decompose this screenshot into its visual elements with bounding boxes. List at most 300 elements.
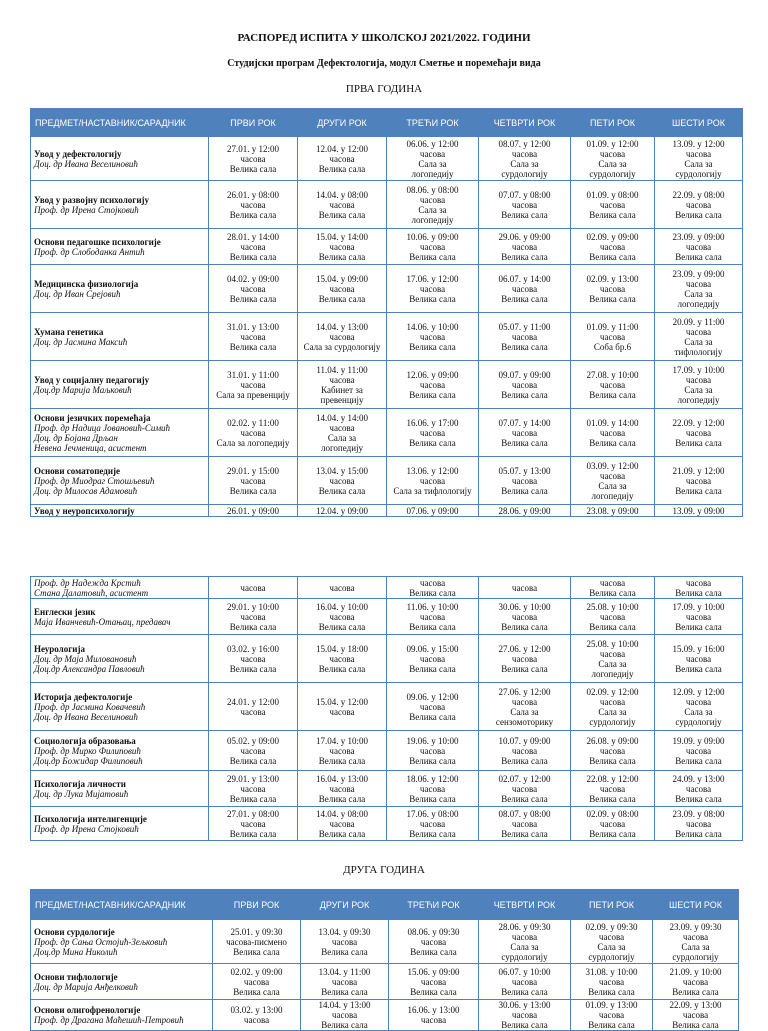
subject-name: Увод у развојну психологију xyxy=(34,194,150,205)
exam-detail: 13.04. у 11:00 xyxy=(318,966,371,977)
exam-term-cell xyxy=(209,229,298,265)
subject-name: Хумана генетика xyxy=(34,326,104,337)
exam-detail: Сала за xyxy=(327,432,357,443)
exam-term-cell xyxy=(655,599,743,635)
exam-detail: 01.09. у 11:00 xyxy=(586,321,639,332)
exam-detail: часова xyxy=(419,783,446,794)
exam-detail: Велика сала xyxy=(409,251,456,262)
exam-detail: 17.06. у 12:00 xyxy=(406,273,459,284)
exam-detail: 25.08. у 10:00 xyxy=(586,601,639,612)
exam-detail: 02.02. у 09:00 xyxy=(230,966,283,977)
exam-detail: часова xyxy=(240,331,266,342)
column-header-term: ТРЕЋИ РОК xyxy=(387,109,479,137)
exam-term-cell xyxy=(479,457,571,505)
exam-detail: 25.01. у 09:30 xyxy=(230,926,283,937)
exam-term-cell xyxy=(209,313,298,361)
exam-detail: часова xyxy=(329,582,355,593)
exam-detail: Велика сала xyxy=(589,828,636,839)
exam-detail: 06.07. у 14:00 xyxy=(498,273,551,284)
exam-detail: 08.07. у 08:00 xyxy=(498,808,551,819)
instructor-name: Доц.др Мина Николић xyxy=(34,946,118,957)
exam-detail: часова xyxy=(419,611,446,622)
instructor-name: Проф. др Надежда Крстић xyxy=(34,577,141,588)
exam-term-cell xyxy=(387,731,479,771)
instructor-name: Проф. др Мирко Филиповић xyxy=(34,745,141,756)
exam-detail: часова xyxy=(511,148,538,159)
exam-detail: 24.09. у 13:00 xyxy=(672,773,725,784)
exam-detail: 24.01. у 12:00 xyxy=(226,696,279,707)
exam-detail: часова xyxy=(240,199,266,210)
exam-detail: Велика сала xyxy=(589,251,636,262)
exam-term-cell xyxy=(571,409,655,457)
year2-heading: ДРУГА ГОДИНА xyxy=(343,864,425,876)
exam-detail: 29.01. у 15:00 xyxy=(226,465,279,476)
exam-detail: логопедију xyxy=(591,490,634,501)
exam-detail: 22.09. у 12:00 xyxy=(672,417,725,428)
exam-detail: 14.04. у 14:00 xyxy=(315,412,368,423)
exam-detail: часова xyxy=(598,931,625,942)
exam-detail: Велика сала xyxy=(409,711,456,722)
exam-detail: Велика сала xyxy=(229,793,277,804)
exam-detail: часова xyxy=(329,706,355,717)
exam-detail: Велика сала xyxy=(675,437,722,448)
column-header-term: ДРУГИ РОК xyxy=(301,890,389,920)
table-row xyxy=(31,807,743,841)
subject-name: Основи соматопедије xyxy=(34,465,121,476)
exam-detail: 28.06. у 09:30 xyxy=(498,921,551,932)
instructor-name: Доц. др Иван Срејовић xyxy=(34,288,121,299)
table-row xyxy=(31,599,743,635)
table-row xyxy=(31,577,743,599)
exam-term-cell xyxy=(479,731,571,771)
table-row xyxy=(31,409,743,457)
exam-term-cell xyxy=(653,964,739,1000)
exam-detail: 16.04. у 10:00 xyxy=(315,601,368,612)
exam-detail: Велика сала xyxy=(675,828,722,839)
exam-detail: 13.09. у 12:00 xyxy=(672,138,725,149)
exam-term-cell xyxy=(655,635,743,683)
exam-term-cell xyxy=(387,361,479,409)
exam-detail: часова xyxy=(240,283,266,294)
exam-detail: 01.09. у 08:00 xyxy=(586,189,639,200)
instructor-name: Доц. др Милосав Адамовић xyxy=(34,485,138,496)
exam-detail: 14.04. у 08:00 xyxy=(315,808,368,819)
exam-detail: 16.06. у 17:00 xyxy=(406,417,459,428)
exam-detail: 22.09. у 13:00 xyxy=(669,1000,722,1010)
table-row xyxy=(31,1000,739,1031)
exam-term-cell xyxy=(655,731,743,771)
subject-cell xyxy=(31,457,209,505)
exam-detail: Сала за превенцију xyxy=(216,389,290,400)
exam-detail: часова xyxy=(329,422,355,433)
exam-term-cell xyxy=(479,313,571,361)
exam-term-cell xyxy=(389,1000,479,1031)
exam-detail: 23.09. у 09:00 xyxy=(672,268,725,279)
exam-detail: Велика сала xyxy=(233,986,280,997)
exam-detail: Соба бр.6 xyxy=(593,341,632,352)
exam-term-cell xyxy=(298,229,387,265)
instructor-name: Проф. др Јасмина Ковачевић xyxy=(34,701,146,712)
exam-detail: часова xyxy=(419,475,446,486)
exam-detail: Велика сала xyxy=(675,251,722,262)
exam-detail: 14.04. у 08:00 xyxy=(315,189,368,200)
column-header-term: ПЕТИ РОК xyxy=(571,890,653,920)
exam-detail: сурдологију xyxy=(675,168,722,179)
exam-detail: часова xyxy=(599,331,626,342)
exam-detail: Сала за xyxy=(684,158,713,169)
subject-name: Основи сурдологије xyxy=(34,926,115,937)
subject-cell xyxy=(31,771,209,807)
column-header-term: ЧЕТВРТИ РОК xyxy=(479,109,571,137)
exam-detail: 13.04. у 15:00 xyxy=(315,465,368,476)
exam-detail: часова xyxy=(329,653,355,664)
subject-cell xyxy=(31,265,209,313)
instructor-name: Доц. др Марија Анђелковић xyxy=(34,981,138,992)
exam-detail: Велика сала xyxy=(233,946,280,957)
subject-cell xyxy=(31,964,213,1000)
table-row xyxy=(31,920,739,964)
exam-detail: часова xyxy=(240,427,266,438)
exam-detail: 17.09. у 10:00 xyxy=(672,601,725,612)
exam-detail: 28.06. у 09:00 xyxy=(498,505,551,516)
exam-detail: 17.09. у 10:00 xyxy=(672,364,725,375)
exam-detail: Велика сала xyxy=(589,293,636,304)
exam-detail: 03.02. у 13:00 xyxy=(230,1005,283,1015)
exam-detail: 13.09. у 09:00 xyxy=(672,505,725,516)
exam-detail: Велика сала xyxy=(229,251,277,262)
exam-detail: Велика сала xyxy=(410,946,457,957)
exam-term-cell xyxy=(655,361,743,409)
table-row xyxy=(31,731,743,771)
exam-detail: часова xyxy=(511,931,538,942)
exam-detail: часова xyxy=(329,199,355,210)
exam-detail: часова xyxy=(243,1015,270,1025)
exam-term-cell xyxy=(655,577,743,599)
exam-detail: 02.09. у 12:00 xyxy=(586,686,639,697)
exam-detail: 05.07. у 13:00 xyxy=(498,465,551,476)
exam-detail: часова xyxy=(511,379,538,390)
exam-detail: Велика сала xyxy=(229,209,277,220)
instructor-name: Проф. др Драгана Маћешић-Петровић xyxy=(34,1015,184,1025)
exam-detail: 02.09. у 08:00 xyxy=(586,808,639,819)
year1-heading: ПРВА ГОДИНА xyxy=(345,83,423,95)
exam-term-cell xyxy=(209,181,298,229)
exam-term-cell xyxy=(571,505,655,517)
exam-detail: часова xyxy=(511,582,538,593)
exam-detail: Сала за xyxy=(510,941,539,952)
exam-detail: 08.06. у 09:30 xyxy=(407,926,460,937)
exam-term-cell xyxy=(213,920,301,964)
column-header-term: ШЕСТИ РОК xyxy=(655,109,743,137)
exam-detail: 21.09. у 10:00 xyxy=(669,966,722,977)
exam-detail: 20.09. у 11:00 xyxy=(672,316,725,327)
exam-detail: часова xyxy=(329,283,355,294)
exam-term-cell xyxy=(209,771,298,807)
exam-term-cell xyxy=(571,1000,653,1031)
exam-detail: 13.04. у 09:30 xyxy=(318,926,371,937)
exam-detail: сурдологију xyxy=(675,716,722,727)
exam-detail: Велика сала xyxy=(589,793,636,804)
exam-detail: часова xyxy=(511,818,538,829)
instructor-name: Проф. др Надица Јовановић-Симић xyxy=(34,422,171,433)
exam-detail: 09.06. у 12:00 xyxy=(406,691,459,702)
instructor-name: Доц. др Јасмина Максић xyxy=(34,336,128,347)
exam-detail: часова xyxy=(240,611,266,622)
exam-detail: 10.06. у 09:00 xyxy=(406,231,459,242)
table-row xyxy=(31,683,743,731)
exam-detail: часова xyxy=(685,696,712,707)
exam-detail: 03.09. у 12:00 xyxy=(586,460,639,471)
exam-detail: часова xyxy=(599,283,626,294)
subject-cell xyxy=(31,731,209,771)
exam-term-cell xyxy=(298,265,387,313)
subject-cell xyxy=(31,313,209,361)
subject-cell xyxy=(31,229,209,265)
exam-detail: часова xyxy=(240,783,266,794)
exam-detail: часова xyxy=(511,241,538,252)
exam-detail: часова xyxy=(685,577,712,588)
exam-detail: часова xyxy=(685,475,712,486)
exam-detail: 06.06. у 12:00 xyxy=(406,138,459,149)
exam-detail: тифлологију xyxy=(674,346,723,357)
exam-term-cell xyxy=(387,505,479,517)
exam-term-cell xyxy=(209,361,298,409)
subject-name: Неурологија xyxy=(34,643,85,654)
exam-detail: Сала за xyxy=(598,658,627,669)
column-header-term: ТРЕЋИ РОК xyxy=(389,890,479,920)
exam-detail: часова xyxy=(511,331,538,342)
exam-detail: 15.04. у 18:00 xyxy=(315,643,368,654)
exam-term-cell xyxy=(571,807,655,841)
exam-detail: Сала за логопедију xyxy=(216,437,290,448)
exam-detail: Велика сала xyxy=(409,621,456,632)
exam-detail: часова xyxy=(420,936,447,947)
exam-detail: часова xyxy=(685,427,712,438)
subject-cell xyxy=(31,137,209,181)
exam-detail: 12.04. у 09:00 xyxy=(315,505,368,516)
exam-detail: часова xyxy=(598,976,625,987)
exam-term-cell xyxy=(387,683,479,731)
exam-detail: Велика сала xyxy=(318,755,366,766)
exam-term-cell xyxy=(209,505,298,517)
exam-term-cell xyxy=(479,1000,571,1031)
exam-detail: Велика сала xyxy=(501,485,548,496)
exam-detail: часова xyxy=(419,653,446,664)
column-header-term: ПРВИ РОК xyxy=(209,109,298,137)
exam-detail: сурдологију xyxy=(588,951,635,962)
subject-cell xyxy=(31,599,209,635)
exam-term-cell xyxy=(209,635,298,683)
exam-detail: часова xyxy=(599,818,626,829)
exam-term-cell xyxy=(479,635,571,683)
exam-detail: Велика сала xyxy=(318,209,366,220)
exam-term-cell xyxy=(387,457,479,505)
exam-detail: часова xyxy=(329,475,355,486)
exam-detail: 09.06. у 15:00 xyxy=(406,643,459,654)
exam-detail: часова xyxy=(599,379,626,390)
exam-term-cell xyxy=(389,964,479,1000)
exam-term-cell xyxy=(653,920,739,964)
exam-detail: часова xyxy=(511,696,538,707)
exam-detail: Велика сала xyxy=(318,621,366,632)
exam-term-cell xyxy=(571,457,655,505)
exam-detail: часова xyxy=(419,701,446,712)
exam-detail: сурдологију xyxy=(672,951,719,962)
exam-detail: часова xyxy=(599,470,626,481)
exam-detail: 29.01. у 10:00 xyxy=(226,601,279,612)
exam-detail: часова xyxy=(511,427,538,438)
exam-detail: часова xyxy=(419,241,446,252)
exam-term-cell xyxy=(387,313,479,361)
exam-detail: Сала за xyxy=(684,706,713,717)
exam-detail: Велика сала xyxy=(501,621,548,632)
exam-detail: Сала за xyxy=(418,158,447,169)
exam-detail: часова xyxy=(511,783,538,794)
exam-detail: Велика сала xyxy=(589,209,636,220)
exam-detail: Велика сала xyxy=(321,946,368,957)
exam-term-cell xyxy=(479,181,571,229)
exam-detail: Велика сала xyxy=(321,986,368,997)
exam-term-cell xyxy=(655,807,743,841)
exam-detail: 27.06. у 12:00 xyxy=(498,686,551,697)
exam-detail: Велика сала xyxy=(409,663,456,674)
exam-detail: 16.06. у 13:00 xyxy=(407,1005,460,1015)
table-header-row xyxy=(31,890,739,920)
exam-term-cell xyxy=(298,599,387,635)
exam-term-cell xyxy=(298,807,387,841)
subject-cell xyxy=(31,577,209,599)
exam-term-cell xyxy=(387,635,479,683)
exam-detail: 28.01. у 14:00 xyxy=(226,231,279,242)
exam-term-cell xyxy=(571,181,655,229)
exam-term-cell xyxy=(298,137,387,181)
exam-detail: Велика сала xyxy=(409,755,456,766)
exam-detail: часова xyxy=(240,653,266,664)
exam-term-cell xyxy=(298,635,387,683)
exam-detail: часова xyxy=(240,241,266,252)
exam-detail: часова xyxy=(598,1010,625,1020)
exam-detail: 16.04. у 13:00 xyxy=(315,773,368,784)
exam-detail: Велика сала xyxy=(409,793,456,804)
exam-term-cell xyxy=(389,920,479,964)
exam-term-cell xyxy=(298,181,387,229)
exam-detail: Велика сала xyxy=(672,1020,719,1030)
exam-detail: часова xyxy=(511,199,538,210)
exam-detail: Велика сала xyxy=(501,663,548,674)
exam-detail: сурдологију xyxy=(501,951,548,962)
exam-detail: Велика сала xyxy=(229,621,277,632)
exam-detail: часова xyxy=(419,577,446,588)
exam-detail: часова xyxy=(511,1010,538,1020)
exam-detail: логопедију xyxy=(411,168,454,179)
exam-term-cell xyxy=(655,181,743,229)
exam-term-cell xyxy=(298,361,387,409)
exam-detail: часова xyxy=(240,153,266,164)
exam-detail: Велика сала xyxy=(588,986,635,997)
exam-term-cell xyxy=(655,457,743,505)
exam-detail: часова xyxy=(329,611,355,622)
exam-detail: Сала за xyxy=(598,706,627,717)
exam-detail: Сала за xyxy=(418,204,447,215)
exam-detail: Велика сала xyxy=(501,986,548,997)
table-row xyxy=(31,771,743,807)
exam-detail: часова xyxy=(243,976,270,987)
exam-detail: часова xyxy=(685,148,712,159)
instructor-name: Маја Иванчевић-Отањац, предавач xyxy=(34,616,171,627)
exam-detail: часова xyxy=(240,582,266,593)
exam-detail: Велика сала xyxy=(501,1020,548,1030)
table-row xyxy=(31,361,743,409)
exam-detail: Сала за xyxy=(510,158,539,169)
exam-detail: 15.04. у 14:00 xyxy=(315,231,368,242)
exam-detail: Велика сала xyxy=(501,341,548,352)
instructor-name: Доц. др Лука Мијатовић xyxy=(34,788,129,799)
exam-detail: Велика сала xyxy=(318,828,366,839)
exam-detail: 27.01. у 08:00 xyxy=(226,808,279,819)
exam-detail: 09.07. у 09:00 xyxy=(498,369,551,380)
exam-term-cell xyxy=(209,731,298,771)
exam-detail: 26.01. у 08:00 xyxy=(226,189,279,200)
subject-name: Увод у неуропсихологију xyxy=(34,505,135,516)
exam-detail: 11.06. у 10:00 xyxy=(406,601,459,612)
exam-term-cell xyxy=(479,683,571,731)
exam-detail: 02.07. у 12:00 xyxy=(498,773,551,784)
exam-term-cell xyxy=(301,920,389,964)
exam-detail: 11.04. у 11:00 xyxy=(316,364,368,375)
exam-detail: часова xyxy=(240,818,266,829)
exam-term-cell xyxy=(571,361,655,409)
exam-detail: часова xyxy=(511,653,538,664)
exam-detail: часова xyxy=(599,783,626,794)
subject-name: Увод у социјалну педагогију xyxy=(34,374,150,385)
exam-detail: 07.07. у 08:00 xyxy=(498,189,551,200)
exam-detail: Сала за xyxy=(510,706,539,717)
exam-detail: 27.06. у 12:00 xyxy=(498,643,551,654)
exam-detail: 04.02. у 09:00 xyxy=(226,273,279,284)
exam-term-cell xyxy=(387,137,479,181)
exam-term-cell xyxy=(571,577,655,599)
exam-detail: 01.09. у 13:00 xyxy=(585,1000,638,1010)
exam-detail: Велика сала xyxy=(409,587,456,598)
exam-term-cell xyxy=(479,265,571,313)
instructor-name: Проф. др Сања Остојић-Зељковић xyxy=(34,936,168,947)
exam-detail: логопедију xyxy=(591,668,634,679)
table-row xyxy=(31,457,743,505)
exam-detail: 30.06. у 10:00 xyxy=(498,601,551,612)
exam-detail: часова xyxy=(329,374,355,385)
exam-detail: часова xyxy=(599,611,626,622)
column-header-term: ПРВИ РОК xyxy=(213,890,301,920)
exam-detail: Велика сала xyxy=(229,163,277,174)
exam-detail: 02.09. у 09:00 xyxy=(586,231,639,242)
exam-detail: 13.06. у 12:00 xyxy=(406,465,459,476)
exam-term-cell xyxy=(298,505,387,517)
exam-term-cell xyxy=(387,409,479,457)
exam-term-cell xyxy=(655,409,743,457)
column-header-term: ДРУГИ РОК xyxy=(298,109,387,137)
exam-detail: часова xyxy=(419,194,446,205)
subject-name: Историја дефектологије xyxy=(34,691,133,702)
exam-detail: Велика сала xyxy=(318,485,366,496)
subject-cell xyxy=(31,683,209,731)
exam-detail: 01.09. у 14:00 xyxy=(586,417,639,428)
exam-detail: 02.09. у 09:30 xyxy=(585,921,638,932)
subject-cell xyxy=(31,181,209,229)
exam-detail: часова-писмено xyxy=(226,936,287,947)
exam-detail: Велика сала xyxy=(501,828,548,839)
exam-detail: 15.06. у 09:00 xyxy=(407,966,460,977)
exam-term-cell xyxy=(571,635,655,683)
